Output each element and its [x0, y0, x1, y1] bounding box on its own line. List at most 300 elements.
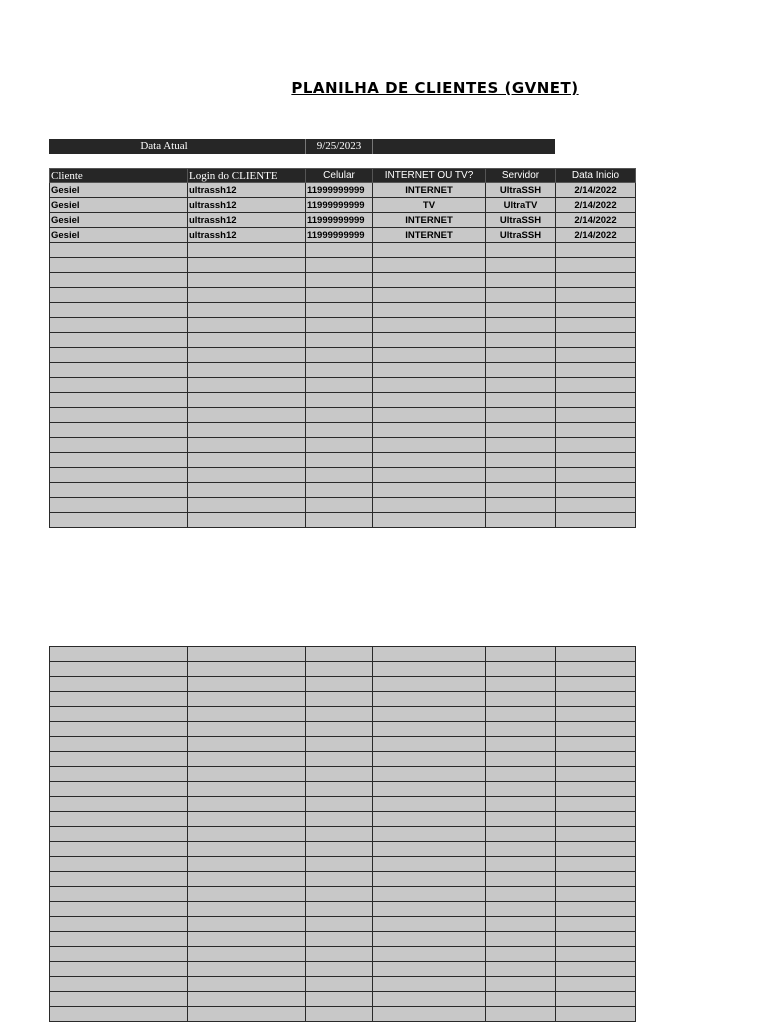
- cell-login[interactable]: [188, 453, 306, 468]
- cell-celular[interactable]: 11999999999: [306, 213, 373, 228]
- cell-celular[interactable]: [306, 393, 373, 408]
- cell-servidor[interactable]: [486, 917, 556, 932]
- cell-tipo[interactable]: [373, 318, 486, 333]
- cell-servidor[interactable]: [486, 947, 556, 962]
- cell-login[interactable]: [188, 842, 306, 857]
- cell-tipo[interactable]: [373, 902, 486, 917]
- cell-data-inicio[interactable]: [556, 677, 636, 692]
- cell-celular[interactable]: [306, 363, 373, 378]
- cell-data-inicio[interactable]: [556, 992, 636, 1007]
- cell-cliente[interactable]: [50, 872, 188, 887]
- cell-celular[interactable]: [306, 423, 373, 438]
- cell-login[interactable]: [188, 483, 306, 498]
- cell-login[interactable]: [188, 932, 306, 947]
- cell-data-inicio[interactable]: [556, 647, 636, 662]
- cell-login[interactable]: [188, 782, 306, 797]
- cell-cliente[interactable]: [50, 857, 188, 872]
- cell-celular[interactable]: [306, 513, 373, 528]
- cell-login[interactable]: [188, 1007, 306, 1022]
- header-internet-ou-tv: INTERNET OU TV?: [373, 169, 486, 183]
- cell-celular[interactable]: [306, 707, 373, 722]
- cell-cliente[interactable]: [50, 752, 188, 767]
- cell-login[interactable]: [188, 303, 306, 318]
- cell-servidor[interactable]: UltraSSH: [486, 183, 556, 198]
- cell-tipo[interactable]: [373, 438, 486, 453]
- cell-servidor[interactable]: [486, 258, 556, 273]
- blank-table-body: [50, 647, 636, 1022]
- cell-login[interactable]: [188, 992, 306, 1007]
- cell-login[interactable]: [188, 947, 306, 962]
- cell-login[interactable]: [188, 438, 306, 453]
- cell-data-inicio[interactable]: 2/14/2022: [556, 228, 636, 243]
- cell-tipo[interactable]: [373, 468, 486, 483]
- cell-tipo[interactable]: [373, 737, 486, 752]
- cell-servidor[interactable]: UltraTV: [486, 198, 556, 213]
- cell-login[interactable]: ultrassh12: [188, 183, 306, 198]
- cell-cliente[interactable]: Gesiel: [50, 213, 188, 228]
- cell-servidor[interactable]: [486, 438, 556, 453]
- cell-tipo[interactable]: [373, 962, 486, 977]
- cell-login[interactable]: [188, 857, 306, 872]
- cell-login[interactable]: [188, 962, 306, 977]
- cell-login[interactable]: [188, 917, 306, 932]
- cell-celular[interactable]: [306, 333, 373, 348]
- cell-celular[interactable]: [306, 812, 373, 827]
- cell-servidor[interactable]: [486, 303, 556, 318]
- cell-servidor[interactable]: [486, 393, 556, 408]
- cell-cliente[interactable]: [50, 962, 188, 977]
- cell-data-inicio[interactable]: [556, 303, 636, 318]
- cell-tipo[interactable]: [373, 498, 486, 513]
- cell-data-inicio[interactable]: [556, 408, 636, 423]
- cell-data-inicio[interactable]: [556, 812, 636, 827]
- cell-tipo[interactable]: [373, 767, 486, 782]
- cell-data-inicio[interactable]: [556, 393, 636, 408]
- cell-login[interactable]: ultrassh12: [188, 213, 306, 228]
- cell-cliente[interactable]: [50, 378, 188, 393]
- cell-data-inicio[interactable]: [556, 962, 636, 977]
- cell-login[interactable]: [188, 333, 306, 348]
- cell-celular[interactable]: 11999999999: [306, 183, 373, 198]
- cell-servidor[interactable]: [486, 782, 556, 797]
- cell-login[interactable]: [188, 468, 306, 483]
- cell-celular[interactable]: [306, 273, 373, 288]
- cell-cliente[interactable]: [50, 827, 188, 842]
- cell-servidor[interactable]: [486, 902, 556, 917]
- cell-tipo[interactable]: [373, 977, 486, 992]
- cell-cliente[interactable]: [50, 363, 188, 378]
- cell-tipo[interactable]: [373, 1007, 486, 1022]
- cell-tipo[interactable]: [373, 947, 486, 962]
- cell-celular[interactable]: [306, 737, 373, 752]
- cell-cliente[interactable]: [50, 273, 188, 288]
- cell-servidor[interactable]: [486, 408, 556, 423]
- cell-celular[interactable]: [306, 258, 373, 273]
- cell-login[interactable]: [188, 692, 306, 707]
- cell-servidor[interactable]: [486, 363, 556, 378]
- table-row: [50, 647, 636, 662]
- cell-data-inicio[interactable]: [556, 842, 636, 857]
- cell-cliente[interactable]: [50, 393, 188, 408]
- cell-data-inicio[interactable]: [556, 797, 636, 812]
- cell-cliente[interactable]: [50, 438, 188, 453]
- cell-celular[interactable]: [306, 677, 373, 692]
- cell-celular[interactable]: [306, 318, 373, 333]
- cell-login[interactable]: [188, 647, 306, 662]
- cell-servidor[interactable]: [486, 827, 556, 842]
- cell-login[interactable]: [188, 677, 306, 692]
- cell-tipo[interactable]: [373, 423, 486, 438]
- cell-cliente[interactable]: [50, 453, 188, 468]
- cell-tipo[interactable]: [373, 932, 486, 947]
- cell-servidor[interactable]: [486, 453, 556, 468]
- cell-celular[interactable]: [306, 767, 373, 782]
- cell-servidor[interactable]: [486, 662, 556, 677]
- cell-servidor[interactable]: [486, 1007, 556, 1022]
- cell-data-inicio[interactable]: [556, 423, 636, 438]
- cell-tipo[interactable]: [373, 782, 486, 797]
- cell-tipo[interactable]: [373, 647, 486, 662]
- cell-cliente[interactable]: [50, 977, 188, 992]
- cell-data-inicio[interactable]: [556, 782, 636, 797]
- cell-data-inicio[interactable]: [556, 438, 636, 453]
- cell-celular[interactable]: [306, 483, 373, 498]
- cell-cliente[interactable]: [50, 258, 188, 273]
- cell-celular[interactable]: 11999999999: [306, 228, 373, 243]
- cell-tipo[interactable]: [373, 857, 486, 872]
- cell-login[interactable]: [188, 288, 306, 303]
- cell-cliente[interactable]: [50, 513, 188, 528]
- cell-data-inicio[interactable]: [556, 453, 636, 468]
- cell-login[interactable]: [188, 902, 306, 917]
- cell-celular[interactable]: [306, 752, 373, 767]
- cell-cliente[interactable]: [50, 1007, 188, 1022]
- cell-servidor[interactable]: [486, 752, 556, 767]
- cell-celular[interactable]: [306, 827, 373, 842]
- cell-celular[interactable]: [306, 857, 373, 872]
- cell-servidor[interactable]: [486, 977, 556, 992]
- cell-celular[interactable]: [306, 498, 373, 513]
- cell-tipo[interactable]: [373, 662, 486, 677]
- cell-servidor[interactable]: [486, 707, 556, 722]
- cell-servidor[interactable]: [486, 737, 556, 752]
- cell-celular[interactable]: [306, 288, 373, 303]
- cell-cliente[interactable]: Gesiel: [50, 228, 188, 243]
- cell-cliente[interactable]: [50, 408, 188, 423]
- cell-celular[interactable]: [306, 662, 373, 677]
- cell-data-inicio[interactable]: [556, 977, 636, 992]
- cell-data-inicio[interactable]: [556, 752, 636, 767]
- cell-login[interactable]: [188, 513, 306, 528]
- cell-login[interactable]: [188, 423, 306, 438]
- cell-data-inicio[interactable]: [556, 1007, 636, 1022]
- table-row: [50, 902, 636, 917]
- cell-tipo[interactable]: INTERNET: [373, 213, 486, 228]
- cell-cliente[interactable]: [50, 318, 188, 333]
- cell-servidor[interactable]: [486, 513, 556, 528]
- cell-login[interactable]: [188, 243, 306, 258]
- cell-cliente[interactable]: [50, 647, 188, 662]
- cell-celular[interactable]: [306, 647, 373, 662]
- cell-data-inicio[interactable]: [556, 498, 636, 513]
- cell-tipo[interactable]: TV: [373, 198, 486, 213]
- cell-servidor[interactable]: UltraSSH: [486, 213, 556, 228]
- cell-celular[interactable]: [306, 902, 373, 917]
- cell-celular[interactable]: [306, 782, 373, 797]
- cell-login[interactable]: [188, 408, 306, 423]
- cell-login[interactable]: [188, 737, 306, 752]
- cell-cliente[interactable]: [50, 767, 188, 782]
- cell-cliente[interactable]: [50, 662, 188, 677]
- cell-servidor[interactable]: [486, 378, 556, 393]
- cell-data-inicio[interactable]: [556, 318, 636, 333]
- cell-data-inicio[interactable]: [556, 288, 636, 303]
- cell-celular[interactable]: [306, 378, 373, 393]
- cell-tipo[interactable]: [373, 513, 486, 528]
- cell-login[interactable]: [188, 722, 306, 737]
- cell-cliente[interactable]: [50, 303, 188, 318]
- cell-data-inicio[interactable]: [556, 827, 636, 842]
- cell-tipo[interactable]: [373, 273, 486, 288]
- cell-data-inicio[interactable]: [556, 662, 636, 677]
- cell-cliente[interactable]: Gesiel: [50, 198, 188, 213]
- header-cliente: Cliente: [50, 169, 188, 183]
- cell-tipo[interactable]: [373, 393, 486, 408]
- cell-data-inicio[interactable]: [556, 363, 636, 378]
- cell-tipo[interactable]: [373, 872, 486, 887]
- table-row: [50, 198, 636, 213]
- cell-tipo[interactable]: [373, 707, 486, 722]
- cell-cliente[interactable]: [50, 483, 188, 498]
- cell-cliente[interactable]: [50, 333, 188, 348]
- cell-servidor[interactable]: [486, 348, 556, 363]
- cell-tipo[interactable]: [373, 363, 486, 378]
- cell-servidor[interactable]: [486, 767, 556, 782]
- cell-data-inicio[interactable]: [556, 378, 636, 393]
- cell-celular[interactable]: [306, 243, 373, 258]
- cell-login[interactable]: [188, 872, 306, 887]
- cell-celular[interactable]: [306, 917, 373, 932]
- cell-data-inicio[interactable]: [556, 722, 636, 737]
- cell-servidor[interactable]: [486, 962, 556, 977]
- cell-servidor[interactable]: [486, 857, 556, 872]
- cell-servidor[interactable]: [486, 797, 556, 812]
- cell-servidor[interactable]: [486, 722, 556, 737]
- table-row: [50, 273, 636, 288]
- cell-tipo[interactable]: [373, 453, 486, 468]
- cell-servidor[interactable]: [486, 288, 556, 303]
- cell-cliente[interactable]: [50, 288, 188, 303]
- cell-cliente[interactable]: [50, 992, 188, 1007]
- cell-data-inicio[interactable]: [556, 857, 636, 872]
- cell-cliente[interactable]: [50, 932, 188, 947]
- cell-cliente[interactable]: [50, 498, 188, 513]
- cell-servidor[interactable]: [486, 677, 556, 692]
- cell-login[interactable]: [188, 797, 306, 812]
- cell-tipo[interactable]: [373, 812, 486, 827]
- cell-celular[interactable]: [306, 932, 373, 947]
- cell-cliente[interactable]: [50, 348, 188, 363]
- cell-tipo[interactable]: [373, 992, 486, 1007]
- cell-data-inicio[interactable]: [556, 932, 636, 947]
- cell-cliente[interactable]: Gesiel: [50, 183, 188, 198]
- cell-data-inicio[interactable]: 2/14/2022: [556, 183, 636, 198]
- cell-servidor[interactable]: [486, 243, 556, 258]
- cell-data-inicio[interactable]: [556, 513, 636, 528]
- cell-cliente[interactable]: [50, 707, 188, 722]
- cell-celular[interactable]: [306, 722, 373, 737]
- cell-cliente[interactable]: [50, 797, 188, 812]
- cell-servidor[interactable]: [486, 333, 556, 348]
- cell-login[interactable]: [188, 378, 306, 393]
- cell-tipo[interactable]: INTERNET: [373, 183, 486, 198]
- cell-data-inicio[interactable]: 2/14/2022: [556, 198, 636, 213]
- cell-servidor[interactable]: [486, 647, 556, 662]
- cell-data-inicio[interactable]: [556, 887, 636, 902]
- table-row: [50, 827, 636, 842]
- cell-login[interactable]: [188, 393, 306, 408]
- cell-data-inicio[interactable]: [556, 333, 636, 348]
- cell-tipo[interactable]: [373, 258, 486, 273]
- cell-celular[interactable]: [306, 962, 373, 977]
- cell-cliente[interactable]: [50, 243, 188, 258]
- cell-login[interactable]: [188, 348, 306, 363]
- cell-data-inicio[interactable]: 2/14/2022: [556, 213, 636, 228]
- cell-cliente[interactable]: [50, 423, 188, 438]
- table-row: [50, 887, 636, 902]
- cell-servidor[interactable]: [486, 423, 556, 438]
- cell-tipo[interactable]: [373, 842, 486, 857]
- table-row: [50, 872, 636, 887]
- cell-data-inicio[interactable]: [556, 902, 636, 917]
- cell-data-inicio[interactable]: [556, 258, 636, 273]
- cell-login[interactable]: ultrassh12: [188, 228, 306, 243]
- cell-servidor[interactable]: UltraSSH: [486, 228, 556, 243]
- cell-tipo[interactable]: [373, 288, 486, 303]
- cell-servidor[interactable]: [486, 318, 556, 333]
- cell-data-inicio[interactable]: [556, 243, 636, 258]
- cell-celular[interactable]: [306, 947, 373, 962]
- cell-celular[interactable]: [306, 1007, 373, 1022]
- cell-data-inicio[interactable]: [556, 348, 636, 363]
- cell-tipo[interactable]: [373, 917, 486, 932]
- cell-tipo[interactable]: [373, 483, 486, 498]
- cell-tipo[interactable]: [373, 677, 486, 692]
- cell-tipo[interactable]: [373, 827, 486, 842]
- cell-login[interactable]: [188, 498, 306, 513]
- cell-cliente[interactable]: [50, 887, 188, 902]
- cell-servidor[interactable]: [486, 932, 556, 947]
- cell-servidor[interactable]: [486, 498, 556, 513]
- cell-login[interactable]: [188, 662, 306, 677]
- cell-celular[interactable]: [306, 797, 373, 812]
- cell-celular[interactable]: [306, 453, 373, 468]
- cell-cliente[interactable]: [50, 782, 188, 797]
- cell-celular[interactable]: [306, 992, 373, 1007]
- cell-celular[interactable]: [306, 692, 373, 707]
- cell-login[interactable]: [188, 363, 306, 378]
- cell-data-inicio[interactable]: [556, 917, 636, 932]
- cell-cliente[interactable]: [50, 468, 188, 483]
- cell-servidor[interactable]: [486, 692, 556, 707]
- cell-tipo[interactable]: [373, 303, 486, 318]
- cell-tipo[interactable]: [373, 887, 486, 902]
- cell-servidor[interactable]: [486, 468, 556, 483]
- table-row: [50, 767, 636, 782]
- cell-login[interactable]: [188, 812, 306, 827]
- cell-data-inicio[interactable]: [556, 947, 636, 962]
- cell-cliente[interactable]: [50, 737, 188, 752]
- cell-cliente[interactable]: [50, 692, 188, 707]
- cell-login[interactable]: [188, 977, 306, 992]
- cell-servidor[interactable]: [486, 872, 556, 887]
- current-date-value[interactable]: 9/25/2023: [305, 139, 373, 154]
- cell-data-inicio[interactable]: [556, 692, 636, 707]
- cell-servidor[interactable]: [486, 812, 556, 827]
- cell-servidor[interactable]: [486, 992, 556, 1007]
- cell-celular[interactable]: [306, 842, 373, 857]
- cell-cliente[interactable]: [50, 947, 188, 962]
- cell-servidor[interactable]: [486, 887, 556, 902]
- cell-cliente[interactable]: [50, 902, 188, 917]
- cell-data-inicio[interactable]: [556, 273, 636, 288]
- cell-tipo[interactable]: [373, 692, 486, 707]
- cell-servidor[interactable]: [486, 842, 556, 857]
- cell-data-inicio[interactable]: [556, 483, 636, 498]
- cell-login[interactable]: [188, 752, 306, 767]
- cell-tipo[interactable]: [373, 408, 486, 423]
- cell-tipo[interactable]: [373, 348, 486, 363]
- cell-celular[interactable]: [306, 887, 373, 902]
- cell-login[interactable]: [188, 258, 306, 273]
- cell-servidor[interactable]: [486, 483, 556, 498]
- cell-celular[interactable]: [306, 348, 373, 363]
- cell-tipo[interactable]: [373, 333, 486, 348]
- cell-cliente[interactable]: [50, 677, 188, 692]
- cell-data-inicio[interactable]: [556, 872, 636, 887]
- cell-cliente[interactable]: [50, 812, 188, 827]
- cell-login[interactable]: [188, 273, 306, 288]
- cell-tipo[interactable]: [373, 722, 486, 737]
- cell-celular[interactable]: [306, 438, 373, 453]
- cell-login[interactable]: [188, 707, 306, 722]
- cell-tipo[interactable]: [373, 797, 486, 812]
- cell-servidor[interactable]: [486, 273, 556, 288]
- cell-data-inicio[interactable]: [556, 468, 636, 483]
- cell-login[interactable]: [188, 887, 306, 902]
- cell-tipo[interactable]: [373, 378, 486, 393]
- cell-cliente[interactable]: [50, 722, 188, 737]
- cell-celular[interactable]: [306, 408, 373, 423]
- cell-celular[interactable]: [306, 303, 373, 318]
- cell-data-inicio[interactable]: [556, 767, 636, 782]
- cell-login[interactable]: [188, 767, 306, 782]
- cell-tipo[interactable]: [373, 243, 486, 258]
- cell-celular[interactable]: [306, 468, 373, 483]
- cell-login[interactable]: [188, 827, 306, 842]
- cell-cliente[interactable]: [50, 917, 188, 932]
- cell-tipo[interactable]: [373, 752, 486, 767]
- cell-login[interactable]: [188, 318, 306, 333]
- cell-celular[interactable]: [306, 977, 373, 992]
- cell-data-inicio[interactable]: [556, 737, 636, 752]
- cell-login[interactable]: ultrassh12: [188, 198, 306, 213]
- cell-data-inicio[interactable]: [556, 707, 636, 722]
- cell-celular[interactable]: [306, 872, 373, 887]
- cell-cliente[interactable]: [50, 842, 188, 857]
- cell-celular[interactable]: 11999999999: [306, 198, 373, 213]
- cell-tipo[interactable]: INTERNET: [373, 228, 486, 243]
